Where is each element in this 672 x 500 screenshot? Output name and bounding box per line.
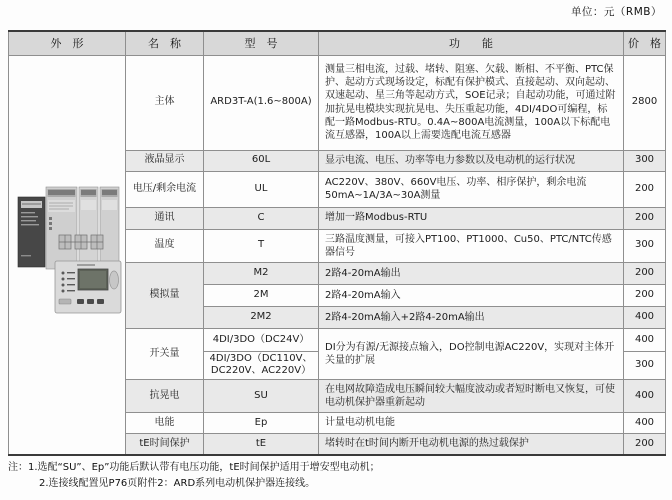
column-header-price: 价 格 (624, 31, 666, 55)
footnote-line-2: 2.连接线配置见P76页附件2：ARD系列电动机保护器连接线。 (39, 477, 316, 489)
column-header-appearance: 外 形 (9, 31, 126, 55)
row-model: 4DI/3DO（DC24V） (204, 328, 319, 351)
row-model: 4DI/3DO（DC110V、DC220V、AC220V） (204, 351, 319, 379)
row-price: 2800 (624, 55, 666, 150)
row-model: M2 (204, 262, 319, 284)
row-model: SU (204, 379, 319, 412)
footnotes (8, 460, 380, 491)
row-name: 电能 (126, 413, 204, 433)
footnote-line-1 (8, 460, 380, 476)
row-model: 2M2 (204, 306, 319, 328)
column-header-model: 型 号 (204, 31, 319, 55)
row-name: 主体 (126, 55, 204, 150)
product-photo-illustration (15, 181, 123, 323)
row-model: 2M (204, 284, 319, 306)
row-price: 300 (624, 150, 666, 171)
table-row-main-unit (9, 55, 666, 150)
row-model: tE (204, 433, 319, 455)
row-function: 2路4-20mA输入 (319, 284, 624, 306)
row-price: 200 (624, 262, 666, 284)
row-name: 温度 (126, 229, 204, 262)
row-name: 通讯 (126, 207, 204, 229)
product-price-table (8, 30, 666, 456)
column-header-function: 功 能 (319, 31, 624, 55)
row-function: 测量三相电流，过载、堵转、阻塞、欠载、断相、不平衡、PTC保护、起动方式现场设定，标配有保护模式、直接起动、双向起动、双速起动、星三角等起动方式，SOE记录；自起动功能，可通过附加抗晃电模块实现抗晃电、失压重起功能，4DI/4DO可编程，标配一路Modbus-RTU。0.4A~800A电流测量，100A以下标配电流互感器，100A以上需要选配电流互感器 (319, 55, 624, 150)
appearance-cell (9, 55, 126, 455)
row-price: 200 (624, 207, 666, 229)
row-model: 60L (204, 150, 319, 171)
row-function-digital-group: DI分为有源/无源接点输入，DO控制电源AC220V，实现对主体开关量的扩展 (319, 328, 624, 379)
row-function: AC220V、380V、660V电压、功率、相序保护，剩余电流50mA~1A/3A~30A测量 (319, 171, 624, 207)
row-price: 400 (624, 379, 666, 412)
row-model: C (204, 207, 319, 229)
product-photo (15, 181, 123, 323)
row-name: 电压/剩余电流 (126, 171, 204, 207)
row-price: 300 (624, 229, 666, 262)
footnote-1-text: 1.选配“SU”、Ep”功能后默认带有电压功能，tE时间保护适用于增安型电动机； (28, 462, 380, 473)
row-function: 增加一路Modbus-RTU (319, 207, 624, 229)
row-name: 液晶显示 (126, 150, 204, 171)
row-price: 400 (624, 306, 666, 328)
row-price: 200 (624, 433, 666, 455)
row-price: 400 (624, 413, 666, 433)
row-name-digital-group: 开关量 (126, 328, 204, 379)
row-name: tE时间保护 (126, 433, 204, 455)
row-model: UL (204, 171, 319, 207)
row-function: 计量电动机电能 (319, 413, 624, 433)
row-function: 显示电流、电压、功率等电力参数以及电动机的运行状况 (319, 150, 624, 171)
row-model: ARD3T-A(1.6~800A) (204, 55, 319, 150)
row-model: Ep (204, 413, 319, 433)
row-function: 2路4-20mA输入+2路4-20mA输出 (319, 306, 624, 328)
row-price: 200 (624, 171, 666, 207)
column-header-name: 名 称 (126, 31, 204, 55)
row-price: 200 (624, 284, 666, 306)
row-function: 在电网故障造成电压瞬间较大幅度波动或者短时断电又恢复，可使电动机保护器重新起动 (319, 379, 624, 412)
row-function: 2路4-20mA输出 (319, 262, 624, 284)
row-name-analog-group: 模拟量 (126, 262, 204, 328)
row-function: 堵转时在t时间内断开电动机电源的热过载保护 (319, 433, 624, 455)
row-model: T (204, 229, 319, 262)
unit-label: 单位：元（RMB） (570, 6, 662, 18)
row-function: 三路温度测量，可接入PT100、PT1000、Cu50、PTC/NTC传感器信号 (319, 229, 624, 262)
table-header-row (9, 31, 666, 55)
row-price: 300 (624, 351, 666, 379)
footnote-prefix: 注： (8, 462, 28, 473)
row-name: 抗晃电 (126, 379, 204, 412)
row-price: 400 (624, 328, 666, 351)
